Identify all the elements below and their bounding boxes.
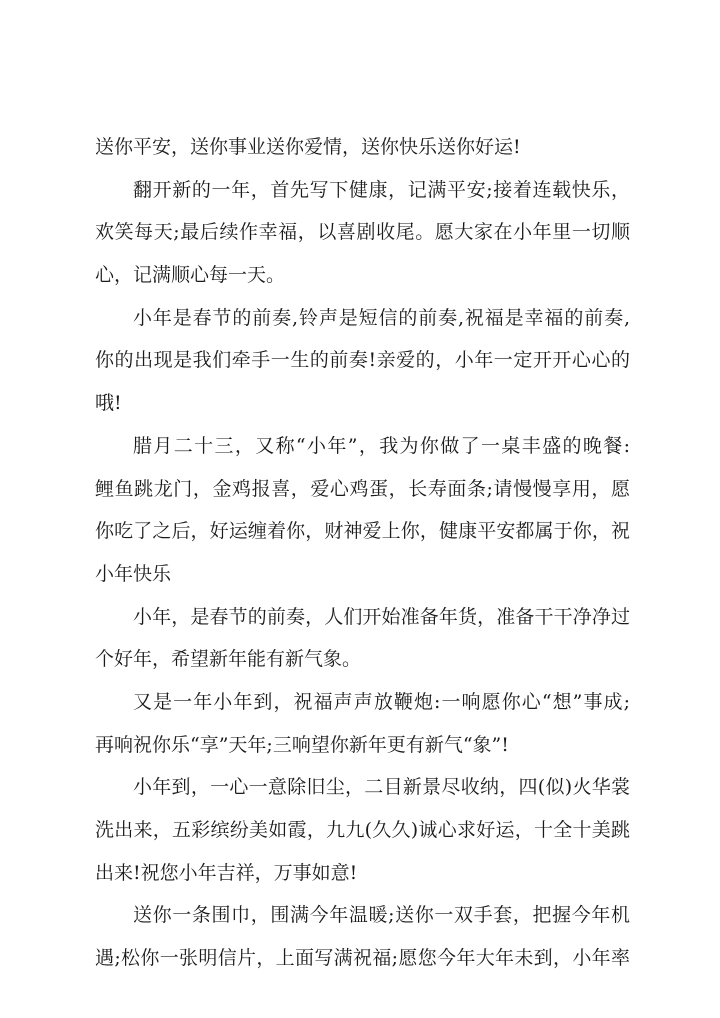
text-line: 小年，是春节的前奏，人们开始准备年货，准备干干净净过 (133, 605, 630, 628)
text-line: 心，记满顺心每一天。 (95, 264, 286, 287)
text-line: 鲤鱼跳龙门，金鸡报喜，爱心鸡蛋，长寿面条;请慢慢享用，愿 (95, 477, 630, 500)
text-line: 哦! (95, 392, 122, 415)
text-line: 腊月二十三，又称“小年”，我为你做了一桌丰盛的晚餐: (133, 434, 630, 457)
text-line: 你吃了之后，好运缠着你，财神爱上你，健康平安都属于你，祝 (95, 520, 630, 543)
text-line: 个好年，希望新年能有新气象。 (95, 648, 362, 671)
text-line: 小年快乐 (95, 562, 172, 585)
text-line: 又是一年小年到，祝福声声放鞭炮:一响愿你心“想”事成; (133, 690, 630, 713)
document-body (95, 126, 630, 980)
text-line: 再响祝你乐“享”天年;三响望你新年更有新气“象”! (95, 733, 509, 756)
text-line: 翻开新的一年，首先写下健康，记满平安;接着连载快乐， (133, 178, 630, 201)
text-line: 小年是春节的前奏,铃声是短信的前奏,祝福是幸福的前奏, (133, 306, 630, 329)
text-line: 送你平安，送你事业送你爱情，送你快乐送你好运! (95, 136, 521, 158)
text-line: 欢笑每天;最后续作幸福，以喜剧收尾。愿大家在小年里一切顺 (95, 221, 630, 244)
text-line: 遇;松你一张明信片，上面写满祝福;愿您今年大年未到，小年率 (95, 947, 630, 970)
text-line: 你的出现是我们牵手一生的前奏!亲爱的，小年一定开开心心的 (95, 349, 630, 372)
text-line: 出来!祝您小年吉祥，万事如意! (95, 861, 358, 884)
text-line: 小年到，一心一意除旧尘，二目新景尽收纳，四(似)火华裳 (133, 776, 630, 799)
text-line: 洗出来，五彩缤纷美如霞，九九(久久)诚心求好运，十全十美跳 (95, 819, 630, 841)
text-line: 送你一条围巾，围满今年温暖;送你一双手套，把握今年机 (133, 904, 630, 927)
